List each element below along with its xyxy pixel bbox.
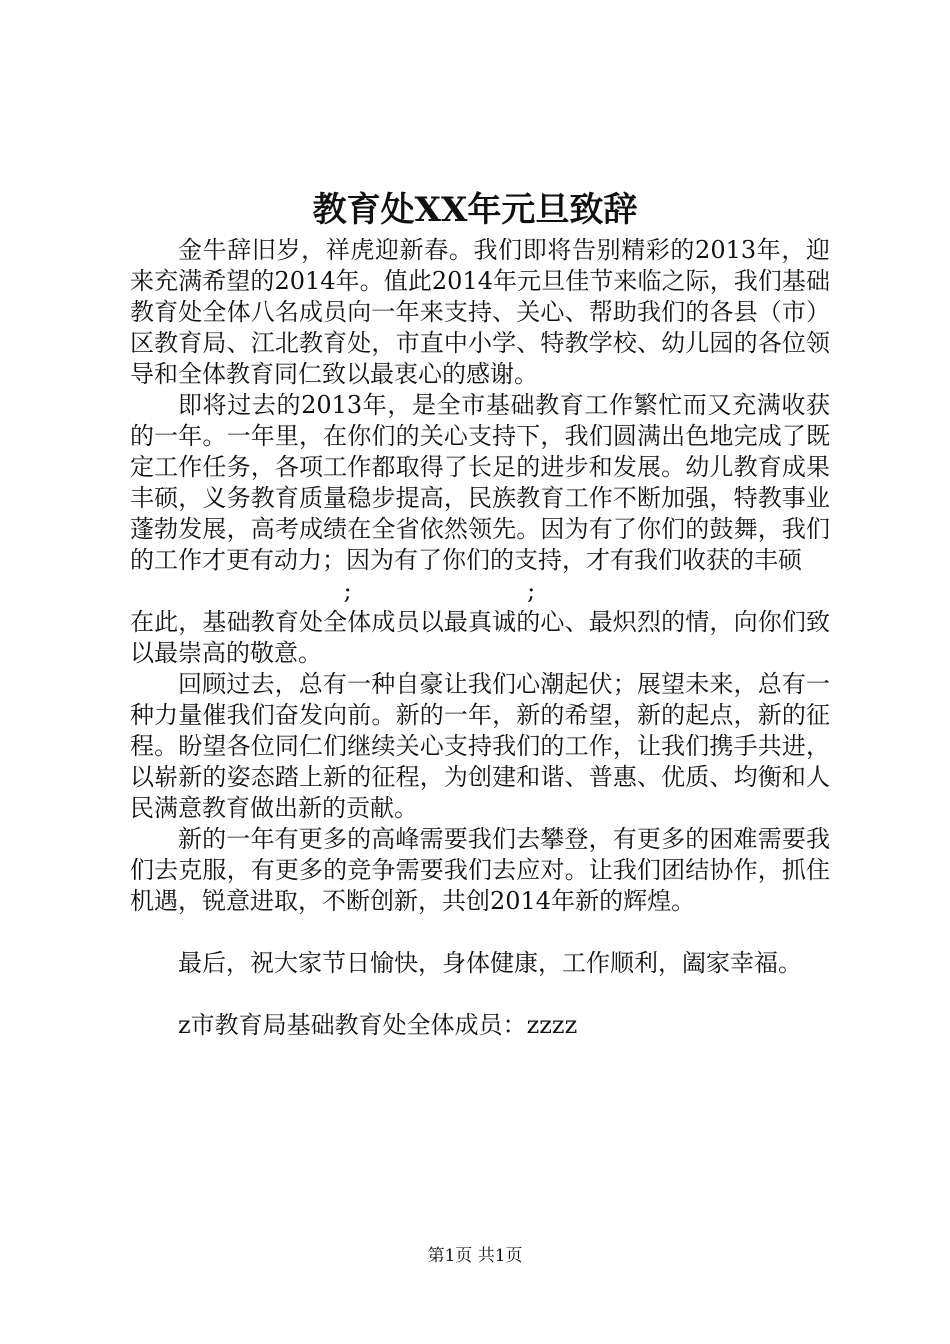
document-body [130, 235, 830, 1041]
paragraph-2 [130, 390, 830, 669]
paragraph-3: 回顾过去，总有一种自豪让我们心潮起伏；展望未来，总有一种力量催我们奋发向前。新的一年，新的希望，新的起点，新的征程。盼望各位同仁们继续关心支持我们的工作，让我们携手共进，以崭新的姿态踏上新的征程，为创建和谐、普惠、优质、均衡和人民满意教育做出新的贡献。 [130, 670, 830, 822]
signature: z市教育局基础教育处全体成员：zzzz [178, 1011, 578, 1039]
page-footer: 第1页 共1页 [427, 1246, 523, 1266]
document-title: 教育处XX年元旦致辞 [312, 190, 638, 230]
paragraph-1: 金牛辞旧岁，祥虎迎新春。我们即将告别精彩的2013年，迎来充满希望的2014年。值此2014年元旦佳节来临之际，我们基础教育处全体八名成员向一年来支持、关心、帮助我们的各县（市）区教育局、江北教育处，市直中小学、特教学校、幼儿园的各位领导和全体教育同仁致以最衷心的感谢。 [130, 236, 830, 388]
paragraph-2-semicolons: ; ; [130, 577, 536, 605]
paragraph-2-tail: 在此，基础教育处全体成员以最真诚的心、最炽烈的情，向你们致以最崇高的敬意。 [130, 608, 830, 667]
paragraph-4: 新的一年有更多的高峰需要我们去攀登，有更多的困难需要我们去克服，有更多的竞争需要我们去应对。让我们团结协作，抓住机遇，锐意进取，不断创新，共创2014年新的辉煌。 [130, 825, 830, 915]
paragraph-2-main: 即将过去的2013年，是全市基础教育工作繁忙而又充满收获的一年。一年里，在你们的关心支持下，我们圆满出色地完成了既定工作任务，各项工作都取得了长足的进步和发展。幼儿教育成果丰硕，义务教育质量稳步提高，民族教育工作不断加强，特教事业蓬勃发展，高考成绩在全省依然领先。因为有了你们的鼓舞，我们的工作才更有动力；因为有了你们的支持，才有我们收获的丰硕 [130, 391, 830, 574]
closing-wishes: 最后，祝大家节日愉快，身体健康，工作顺利，阖家幸福。 [178, 949, 802, 977]
